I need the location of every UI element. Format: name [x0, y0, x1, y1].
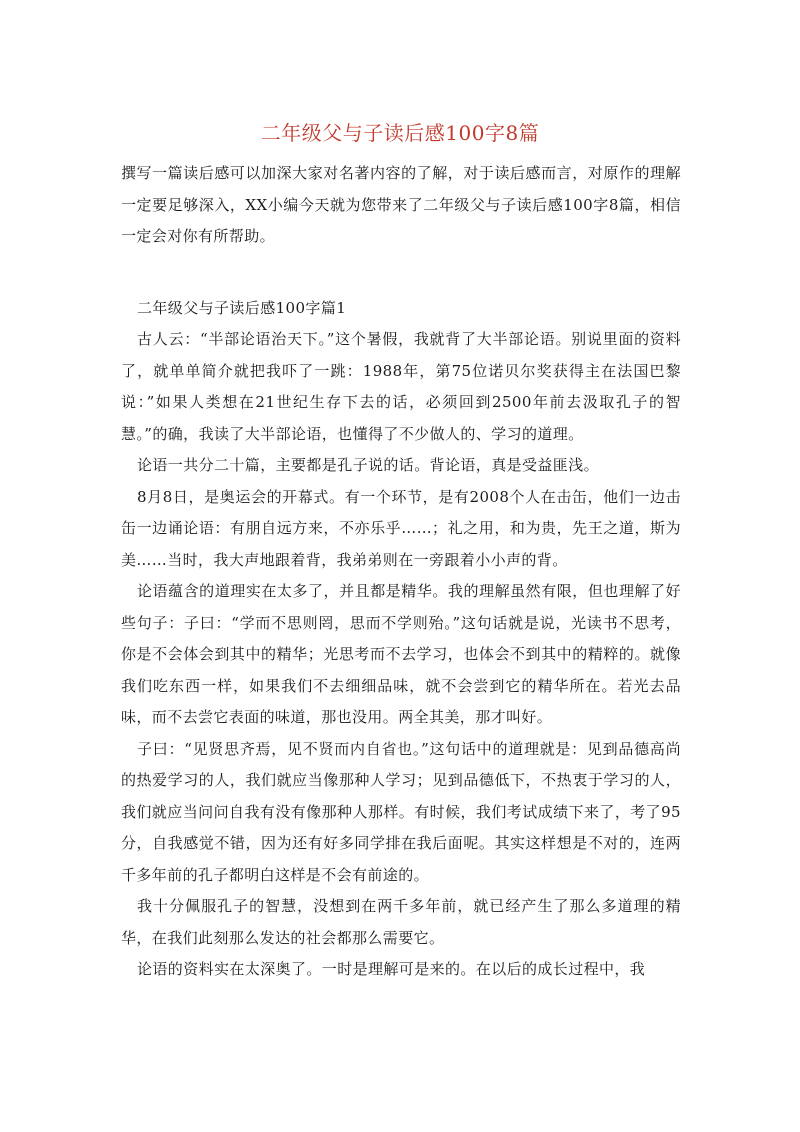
- body-paragraph: 古人云：“半部论语治天下。”这个暑假，我就背了大半部论语。别说里面的资料了，就单单简介就把我吓了一跳：1988年，第75位诺贝尔奖获得主在法国巴黎说：”如果人类想在21世纪生存下去的话，必须回到2500年前去汲取孔子的智慧。”的确，我读了大半部论语，也懂得了不少做人的、学习的道理。: [121, 330, 681, 443]
- body-paragraph: 8月8日，是奥运会的开幕式。有一个环节，是有2008个人在击缶，他们一边击缶一边诵论语：有朋自远方来，不亦乐乎……；礼之用，和为贵，先王之道，斯为美……当时，我大声地跟着背，我弟弟则在一旁跟着小小声的背。: [121, 487, 681, 569]
- body-paragraph: 论语的资料实在太深奥了。一时是理解可是来的。在以后的成长过程中，我: [137, 960, 646, 978]
- body-paragraph: 论语蕴含的道理实在太多了，并且都是精华。我的理解虽然有限，但也理解了好些句子：子曰：“学而不思则罔，思而不学则殆。”这句话就是说，光读书不思考，你是不会体会到其中的精华；光思考而不去学习，也体会不到其中的精粹的。就像我们吃东西一样，如果我们不去细细品味，就不会尝到它的精华所在。若光去品味，而不去尝它表面的味道，那也没用。两全其美，那才叫好。: [121, 582, 681, 726]
- body-paragraph: 子曰：“见贤思齐焉，见不贤而内自省也。”这句话中的道理就是：见到品德高尚的热爱学习的人，我们就应当像那种人学习；见到品德低下，不热衷于学习的人，我们就应当问问自我有没有像那种人那样。有时候，我们考试成绩下来了，考了95分，自我感觉不错，因为还有好多同学排在我后面呢。其实这样想是不对的，连两千多年前的孔子都明白这样是不会有前途的。: [121, 739, 681, 884]
- intro-paragraph: 撰写一篇读后感可以加深大家对名著内容的了解，对于读后感而言，对原作的理解一定要足够深入，XX小编今天就为您带来了二年级父与子读后感100字8篇，相信一定会对你有所帮助。: [121, 164, 681, 245]
- body-paragraph: 我十分佩服孔子的智慧，没想到在两千多年前，就已经产生了那么多道理的精华，在我们此刻那么发达的社会都那么需要它。: [121, 897, 681, 947]
- body-paragraph: 论语一共分二十篇，主要都是孔子说的话。背论语，真是受益匪浅。: [137, 456, 600, 474]
- document-body: [121, 158, 681, 986]
- document-title: 二年级父与子读后感100字8篇: [260, 121, 540, 145]
- section-heading: 二年级父与子读后感100字篇1: [137, 298, 347, 317]
